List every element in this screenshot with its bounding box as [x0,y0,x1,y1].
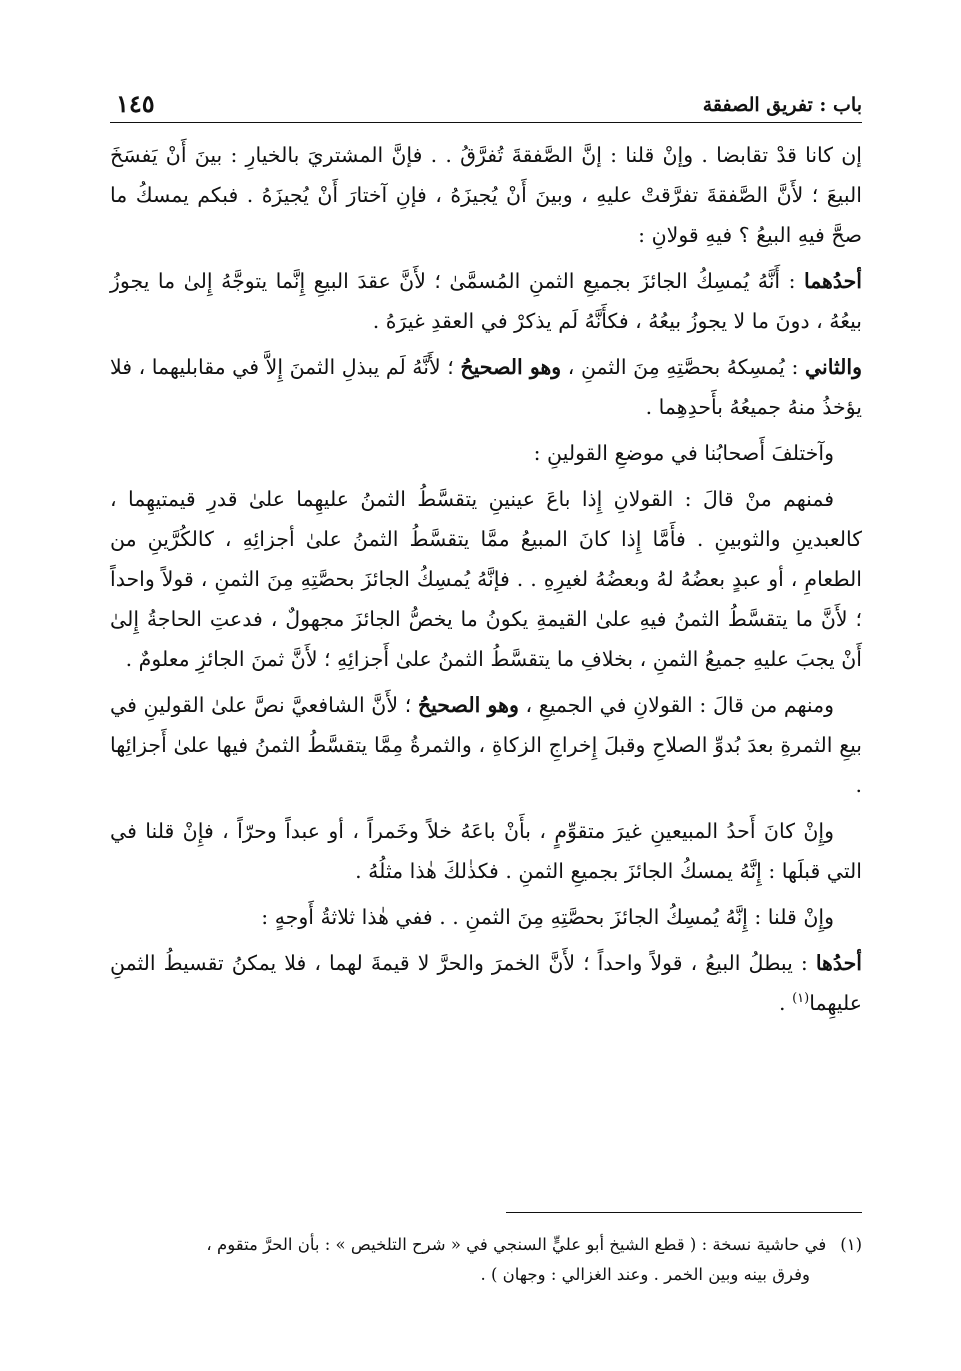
paragraph-text: فمنهم منْ قالَ : القولانِ إِذا باعَ عينينِ يتقسَّطُ الثمنُ عليهِما علىٰ قدرِ قيمتيهِما ، كالعبدينِ والثوبينِ . فأَمَّا إِذا كانَ المبيعُ ممَّا يتقسَّطُ الثمنُ علىٰ أجزائِهِ ، كالكُرَّينِ من الطعامِ ، أو عبدٍ بعضُهُ لهُ وبعضُهُ لغيرِهِ . . فإنَّهُ يُمسِكُ الجائزَ بحصَّتِهِ مِنَ الثمنِ ، قولاً واحداً ؛ لأَنَّ ما يتقسَّطُ الثمنُ فيهِ علىٰ القيمةِ يكونُ ما يخصُّ الجائزَ مجهولٌ ، فدعتِ الحاجةُ إِلىٰ أَنْ يجبَ عليهِ جميعُ الثمنِ ، بخلافِ ما يتقسَّطُ الثمنُ علىٰ أَجزائِهِ ؛ لأَنَّ ثمنَ الجائزِ معلومٌ . [110,487,862,671]
page-header [110,82,862,123]
footnotes [110,1230,862,1290]
paragraph [110,811,862,891]
paragraph-lead: والثاني [804,355,862,379]
book-page [110,82,862,1342]
paragraph-emphasis: وهو الصحيحُ [460,355,562,379]
paragraph-text: وإِنْ كانَ أَحدُ المبيعينِ غيرَ متقوِّمٍ ، بأَنْ باعَهُ خلاً وخَمراً ، أو عبداً وحرّاً ، فإِنْ قلنا في التي قبلَها : إِنَّهُ يمسكُ الجائزَ بجميعِ الثمنِ . فكذٰلكَ هٰذا مثلُهُ . [110,819,862,883]
paragraph [110,433,862,473]
page-number: ١٤٥ [116,89,155,118]
footnote [110,1230,862,1260]
paragraph [110,897,862,937]
paragraph-text-continued: ؛ لأَنَّ الشافعيَّ نصَّ علىٰ القولينِ في بيعِ الثمرةِ بعدَ بُدوِّ الصلاحِ وقبلَ إِخراجِ الزكاةِ ، والثمرةُ مِمَّا يتقسَّطُ الثمنُ فيها علىٰ أَجزائِها . [110,693,862,797]
footnote-divider [506,1212,862,1213]
paragraph-text: : أَنَّهُ يُمسِكُ الجائزَ بجميعِ الثمنِ المُسمَّىٰ ؛ لأَنَّ عقدَ البيعِ إِنَّما يتوجَّهُ إِلىٰ ما يجوزُ بيعُهُ ، دونَ ما لا يجوزُ بيعُهُ ، فكأَنَّهُ لَم يذكرْ في العقدِ غيرَهُ . [110,269,862,333]
paragraph-text: ومنهم من قالَ : القولانِ في الجميعِ ، [518,693,834,717]
paragraph-text-continued: . [779,991,793,1015]
paragraph [110,135,862,255]
paragraph [110,261,862,341]
paragraph [110,479,862,679]
paragraph [110,685,862,805]
paragraph-text-continued: ؛ لأَنَّهُ لَم يبذلِ الثمنَ إِلاَّ في مقابليهما ، فلا يؤخذُ منهُ جميعُهُ بأَحدِهِما . [110,355,862,419]
main-text [110,135,862,1023]
paragraph [110,347,862,427]
paragraph-lead: أحدُهما [803,269,862,293]
footnote-reference[interactable]: (١) [792,991,810,1007]
paragraph-text: وآختلفَ أَصحابُنا في موضعِ القولينِ : [533,441,834,465]
paragraph-emphasis: وهو الصحيحُ [417,693,519,717]
paragraph-text: : يُمسِكهُ بحصَّتِهِ مِنَ الثمنِ ، [561,355,805,379]
paragraph-lead: أحدُها [815,951,862,975]
paragraph [110,943,862,1023]
paragraph-text: : يبطلُ البيعُ ، قولاً واحداً ؛ لأَنَّ الخمرَ والحرَّ لا قيمةَ لهما ، فلا يمكنُ تقسيطُ الثمنِ عليهِما [110,951,862,1015]
running-title: باب : تفريق الصفقة [702,94,862,116]
footnote-text: في حاشية نسخة : ( قطع الشيخ أبو عليٍّ السنجي في « شرح التلخيص » : بأن الحرَّ متقوم ، [206,1235,827,1254]
footnote-marker: (١) [840,1235,862,1254]
paragraph-text: وإِنْ قلنا : إِنَّهُ يُمسِكُ الجائزَ بحصَّتِهِ مِنَ الثمنِ . . ففي هٰذا ثلاثةُ أَوجهٍ : [261,905,834,929]
footnote-continuation: وفرق بينه وبين الخمر . وعند الغزالي : وجهان ) . [480,1265,810,1284]
paragraph-text: إن كانا قدْ تقابضا . وإنْ قلنا : إنَّ الصَّفقةَ تُفرَّقُ . . فإنَّ المشتريَ بالخيارِ : بينَ أَنْ يَفسَخَ البيعَ ؛ لأَنَّ الصَّفقةَ تفرَّقتْ عليهِ ، وبينَ أَنْ يُجيزَهُ ، فإنِ آختارَ أَنْ يُجيزَهُ . فبكم يمسكُ ما صحَّ فيهِ البيعُ ؟ فيهِ قولانِ : [110,143,862,247]
